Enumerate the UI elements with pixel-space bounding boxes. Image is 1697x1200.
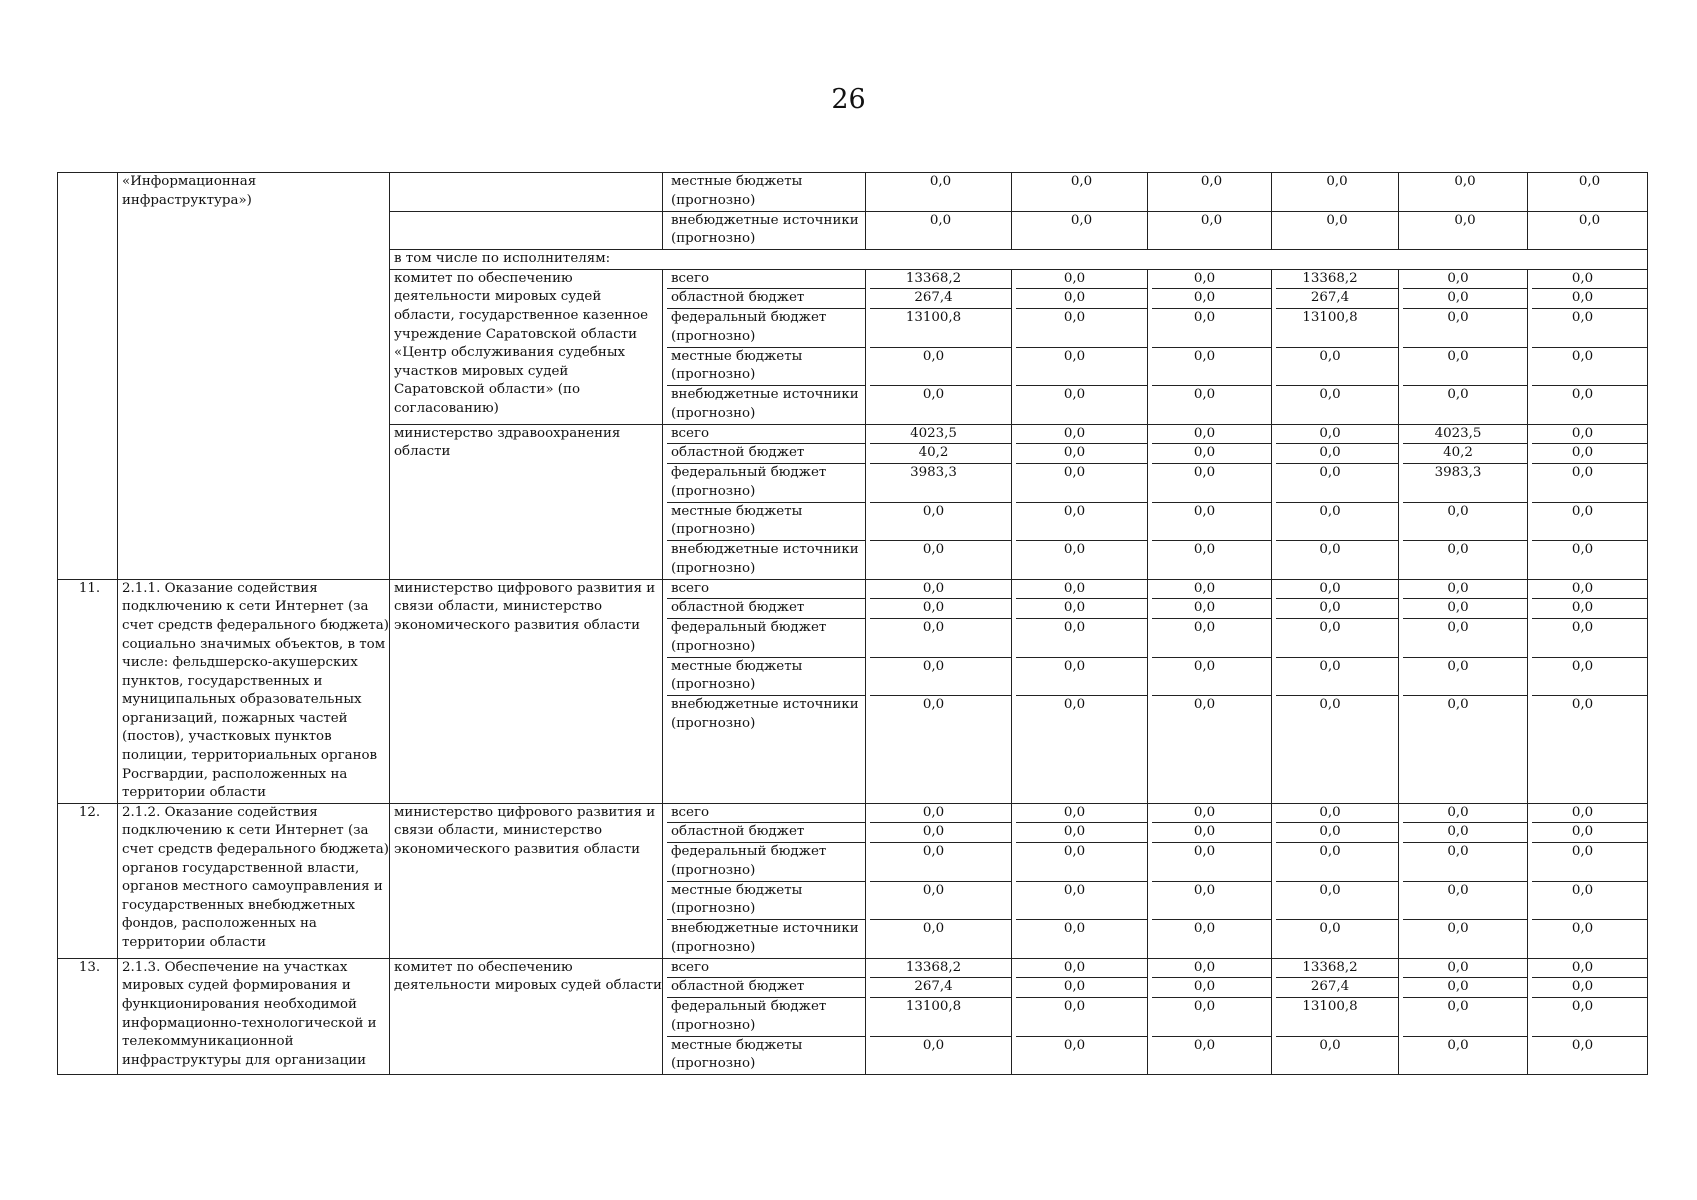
value: 0,0 (1193, 387, 1216, 403)
value: 0,0 (1152, 599, 1271, 619)
value-column (1528, 579, 1648, 803)
value: 0,0 (1532, 599, 1647, 619)
value-column (1399, 958, 1528, 1074)
value-cell: 0,0 (1399, 211, 1528, 250)
funding-source-cell (663, 803, 866, 958)
value: 0,0 (1193, 542, 1216, 558)
value: 0,0 (870, 658, 1011, 697)
value: 267,4 (870, 978, 1011, 998)
value: 0,0 (1016, 619, 1147, 658)
value-column (1528, 269, 1648, 424)
including-executors-label: в том числе по исполнителям: (390, 250, 1648, 270)
value: 0,0 (1276, 823, 1398, 843)
value: 267,4 (1276, 978, 1398, 998)
funding-source: местные бюджеты (прогнозно) (667, 882, 865, 921)
measure-name-cell: 2.1.1. Оказание содействия подключению к сети Интернет (за счет средств федерального бюджета) социально значимых объектов, в том числе: фельдшерско-акушерских пунктов, государственных и муниципальных образовательных организаций, пожарных частей (постов), участковых пунктов полиции, территориальных органов Росгвардии, расположенных на территории области (118, 579, 390, 803)
value: 3983,3 (870, 464, 1011, 503)
value: 3983,3 (1403, 464, 1527, 503)
value: 0,0 (1016, 309, 1147, 348)
funding-source: федеральный бюджет (прогнозно) (667, 464, 865, 503)
funding-source: внебюджетные источники (прогнозно) (671, 387, 859, 421)
value: 0,0 (1063, 697, 1086, 713)
value: 0,0 (1016, 464, 1147, 503)
value: 0,0 (1403, 998, 1527, 1037)
value-column (1399, 424, 1528, 579)
executor-cell: министерство здравоохранения области (390, 424, 663, 579)
value-column (1012, 269, 1148, 424)
value: 0,0 (870, 503, 1011, 542)
value-cell: 0,0 (866, 211, 1012, 250)
value: 0,0 (1276, 619, 1398, 658)
value-column (1012, 958, 1148, 1074)
value-column (1148, 958, 1272, 1074)
value: 0,0 (1152, 425, 1271, 445)
value: 0,0 (1532, 348, 1647, 387)
value: 0,0 (1152, 823, 1271, 843)
value: 0,0 (1447, 921, 1469, 937)
executor-cell: комитет по обеспечению деятельности мировых судей области (390, 958, 663, 1074)
value: 0,0 (1532, 309, 1647, 348)
value: 0,0 (1152, 270, 1271, 290)
funding-source: областной бюджет (667, 823, 865, 843)
funding-source: всего (667, 804, 865, 824)
value-cell: 0,0 (1528, 211, 1648, 250)
budget-table (57, 172, 1648, 1075)
value: 0,0 (1403, 289, 1527, 309)
value: 0,0 (1403, 959, 1527, 979)
value: 0,0 (1532, 978, 1647, 998)
value-cell: 0,0 (1528, 173, 1648, 212)
executor-cell (390, 173, 663, 212)
value: 0,0 (1532, 270, 1647, 290)
value: 0,0 (1152, 444, 1271, 464)
funding-source: федеральный бюджет (прогнозно) (667, 619, 865, 658)
funding-source: федеральный бюджет (прогнозно) (667, 843, 865, 882)
value: 0,0 (870, 882, 1011, 921)
value: 0,0 (1193, 697, 1216, 713)
value-column (1148, 424, 1272, 579)
funding-source: внебюджетные источники (прогнозно) (671, 921, 859, 955)
item-number: 11. (58, 579, 118, 803)
value: 0,0 (1016, 658, 1147, 697)
value-column (1272, 269, 1399, 424)
value: 0,0 (1016, 503, 1147, 542)
value: 267,4 (870, 289, 1011, 309)
value: 0,0 (1403, 804, 1527, 824)
value: 0,0 (1403, 309, 1527, 348)
value: 0,0 (1532, 289, 1647, 309)
funding-source: областной бюджет (667, 444, 865, 464)
funding-source: федеральный бюджет (прогнозно) (667, 998, 865, 1037)
value: 13100,8 (870, 309, 1011, 348)
value: 0,0 (1152, 843, 1271, 882)
executor-cell (390, 211, 663, 250)
value: 0,0 (1016, 444, 1147, 464)
value: 0,0 (1447, 542, 1469, 558)
value: 0,0 (1016, 270, 1147, 290)
value-column (866, 579, 1012, 803)
value: 0,0 (922, 921, 945, 937)
number-cell (58, 173, 118, 580)
value: 0,0 (922, 387, 945, 403)
measure-name-cell: 2.1.3. Обеспечение на участках мировых судей формирования и функционирования необходимой информационно-технологической и телекоммуникационной инфраструктуры для организации (118, 958, 390, 1074)
value: 0,0 (870, 580, 1011, 600)
value: 0,0 (1193, 1037, 1216, 1053)
table-row (58, 173, 1648, 212)
value: 0,0 (1016, 978, 1147, 998)
value-column (1272, 579, 1399, 803)
value: 267,4 (1276, 289, 1398, 309)
value: 0,0 (1016, 289, 1147, 309)
value-cell: 0,0 (1012, 211, 1148, 250)
value: 0,0 (870, 599, 1011, 619)
value: 0,0 (1403, 580, 1527, 600)
value: 0,0 (1016, 580, 1147, 600)
value: 0,0 (1319, 921, 1341, 937)
funding-source: областной бюджет (667, 289, 865, 309)
value: 0,0 (1447, 387, 1469, 403)
value-column (866, 958, 1012, 1074)
value: 0,0 (1016, 599, 1147, 619)
value-column (1399, 579, 1528, 803)
value-cell: 0,0 (1148, 173, 1272, 212)
value: 13368,2 (870, 959, 1011, 979)
funding-source: областной бюджет (667, 599, 865, 619)
measure-name-cell: 2.1.2. Оказание содействия подключению к сети Интернет (за счет средств федерального бюджета) органов государственной власти, органов местного самоуправления и государственных внебюджетных фондов, расположенных на территории области (118, 803, 390, 958)
value-column (1528, 803, 1648, 958)
value-column (1148, 579, 1272, 803)
value: 0,0 (922, 697, 945, 713)
value-column (1272, 424, 1399, 579)
value-column (1012, 803, 1148, 958)
value-column (1399, 803, 1528, 958)
value: 0,0 (1403, 658, 1527, 697)
value: 0,0 (1532, 503, 1647, 542)
value: 0,0 (1403, 978, 1527, 998)
executor-cell: министерство цифрового развития и связи области, министерство экономического развития области (390, 803, 663, 958)
funding-source: местные бюджеты (прогнозно) (671, 174, 803, 208)
value: 0,0 (1532, 804, 1647, 824)
value: 0,0 (922, 1037, 945, 1053)
value: 0,0 (1276, 444, 1398, 464)
value: 0,0 (870, 348, 1011, 387)
value: 0,0 (1016, 843, 1147, 882)
value-cell: 0,0 (1012, 173, 1148, 212)
value: 0,0 (1276, 425, 1398, 445)
value-column (1399, 269, 1528, 424)
value: 0,0 (1152, 619, 1271, 658)
value: 0,0 (1063, 921, 1086, 937)
value: 13100,8 (1276, 309, 1398, 348)
value-cell: 0,0 (1148, 211, 1272, 250)
budget-table-wrapper (57, 172, 1648, 1075)
value: 0,0 (1571, 387, 1594, 403)
value: 0,0 (1193, 921, 1216, 937)
value: 0,0 (1152, 959, 1271, 979)
measure-name-cell: «Информационная инфраструктура») (118, 173, 390, 580)
value: 0,0 (1063, 542, 1086, 558)
value: 0,0 (1016, 425, 1147, 445)
value: 0,0 (1532, 658, 1647, 697)
value: 0,0 (1152, 348, 1271, 387)
value: 13368,2 (1276, 959, 1398, 979)
value-column (1272, 803, 1399, 958)
value: 0,0 (1276, 348, 1398, 387)
value: 0,0 (1532, 425, 1647, 445)
value: 0,0 (1532, 823, 1647, 843)
funding-source-cell (663, 579, 866, 803)
funding-source-cell (663, 269, 866, 424)
value: 0,0 (1532, 464, 1647, 503)
value: 0,0 (1276, 580, 1398, 600)
value: 0,0 (1532, 619, 1647, 658)
value: 0,0 (1152, 658, 1271, 697)
value: 0,0 (1276, 599, 1398, 619)
value: 0,0 (1403, 882, 1527, 921)
funding-source-cell (663, 211, 866, 250)
value-column (866, 269, 1012, 424)
value: 0,0 (1016, 998, 1147, 1037)
value: 4023,5 (870, 425, 1011, 445)
funding-source: местные бюджеты (прогнозно) (671, 1037, 803, 1072)
value: 0,0 (1016, 804, 1147, 824)
funding-source: всего (667, 270, 865, 290)
value: 0,0 (1532, 843, 1647, 882)
value: 0,0 (1276, 658, 1398, 697)
value: 13368,2 (870, 270, 1011, 290)
value: 0,0 (870, 843, 1011, 882)
value-column (1528, 424, 1648, 579)
value: 0,0 (1319, 697, 1341, 713)
value-column (1012, 424, 1148, 579)
funding-source: внебюджетные источники (прогнозно) (671, 697, 859, 731)
funding-source-cell (663, 958, 866, 1074)
funding-source-cell (663, 424, 866, 579)
page-number: 26 (831, 84, 866, 115)
item-number: 13. (58, 958, 118, 1074)
value: 0,0 (1063, 387, 1086, 403)
value: 13100,8 (870, 998, 1011, 1037)
value: 0,0 (1152, 978, 1271, 998)
value: 0,0 (1403, 270, 1527, 290)
value: 0,0 (1063, 1037, 1086, 1053)
funding-source: всего (667, 580, 865, 600)
value-column (1148, 803, 1272, 958)
funding-source: всего (667, 959, 865, 979)
value: 0,0 (1447, 1037, 1469, 1053)
value: 0,0 (1152, 309, 1271, 348)
value: 0,0 (1403, 823, 1527, 843)
value: 0,0 (1016, 348, 1147, 387)
value: 40,2 (1403, 444, 1527, 464)
value: 0,0 (1571, 542, 1594, 558)
value: 0,0 (1152, 289, 1271, 309)
executor-cell: министерство цифрового развития и связи области, министерство экономического развития области (390, 579, 663, 803)
funding-source-cell (663, 173, 866, 212)
value: 0,0 (1403, 599, 1527, 619)
value: 0,0 (1532, 959, 1647, 979)
value: 0,0 (1571, 1037, 1594, 1053)
value: 0,0 (1152, 804, 1271, 824)
value-cell: 0,0 (1272, 173, 1399, 212)
value: 0,0 (1276, 503, 1398, 542)
value: 0,0 (1016, 823, 1147, 843)
value-column (1012, 579, 1148, 803)
value: 0,0 (1152, 464, 1271, 503)
value: 0,0 (1403, 843, 1527, 882)
value-column (1528, 958, 1648, 1074)
value: 0,0 (1152, 580, 1271, 600)
executor-cell: комитет по обеспечению деятельности мировых судей области, государственное казенное учреждение Саратовской области «Центр обслуживания судебных участков мировых судей Саратовской области» (по согласованию) (390, 269, 663, 424)
value: 0,0 (1276, 464, 1398, 503)
value: 0,0 (870, 823, 1011, 843)
table-row (58, 958, 1648, 1074)
value: 0,0 (1532, 882, 1647, 921)
value: 0,0 (1016, 959, 1147, 979)
value: 4023,5 (1403, 425, 1527, 445)
funding-source: местные бюджеты (прогнозно) (667, 503, 865, 542)
value: 0,0 (1276, 843, 1398, 882)
value: 0,0 (1319, 542, 1341, 558)
value: 0,0 (1152, 882, 1271, 921)
funding-source: федеральный бюджет (прогнозно) (667, 309, 865, 348)
value: 40,2 (870, 444, 1011, 464)
value-cell: 0,0 (866, 173, 1012, 212)
value-column (866, 803, 1012, 958)
value: 0,0 (1447, 697, 1469, 713)
value: 0,0 (1532, 998, 1647, 1037)
value: 0,0 (1319, 387, 1341, 403)
value: 0,0 (922, 542, 945, 558)
value: 0,0 (870, 804, 1011, 824)
value: 0,0 (1276, 882, 1398, 921)
table-row (58, 803, 1648, 958)
table-row (58, 579, 1648, 803)
value: 0,0 (1403, 503, 1527, 542)
value: 0,0 (1403, 619, 1527, 658)
value: 0,0 (1403, 348, 1527, 387)
value: 0,0 (1571, 921, 1594, 937)
value: 0,0 (1152, 503, 1271, 542)
funding-source: местные бюджеты (прогнозно) (667, 348, 865, 387)
value: 13368,2 (1276, 270, 1398, 290)
value: 0,0 (1532, 580, 1647, 600)
value: 0,0 (1276, 804, 1398, 824)
value: 0,0 (1532, 444, 1647, 464)
item-number: 12. (58, 803, 118, 958)
funding-source: внебюджетные источники (прогнозно) (671, 212, 859, 247)
value-column (866, 424, 1012, 579)
funding-source: внебюджетные источники (прогнозно) (671, 542, 859, 576)
value-cell: 0,0 (1399, 173, 1528, 212)
value-column (1272, 958, 1399, 1074)
funding-source: областной бюджет (667, 978, 865, 998)
value: 0,0 (1016, 882, 1147, 921)
value-column (1148, 269, 1272, 424)
value: 0,0 (1319, 1037, 1341, 1053)
value: 13100,8 (1276, 998, 1398, 1037)
value: 0,0 (1571, 697, 1594, 713)
value: 0,0 (870, 619, 1011, 658)
funding-source: местные бюджеты (прогнозно) (667, 658, 865, 697)
funding-source: всего (667, 425, 865, 445)
value-cell: 0,0 (1272, 211, 1399, 250)
value: 0,0 (1152, 998, 1271, 1037)
